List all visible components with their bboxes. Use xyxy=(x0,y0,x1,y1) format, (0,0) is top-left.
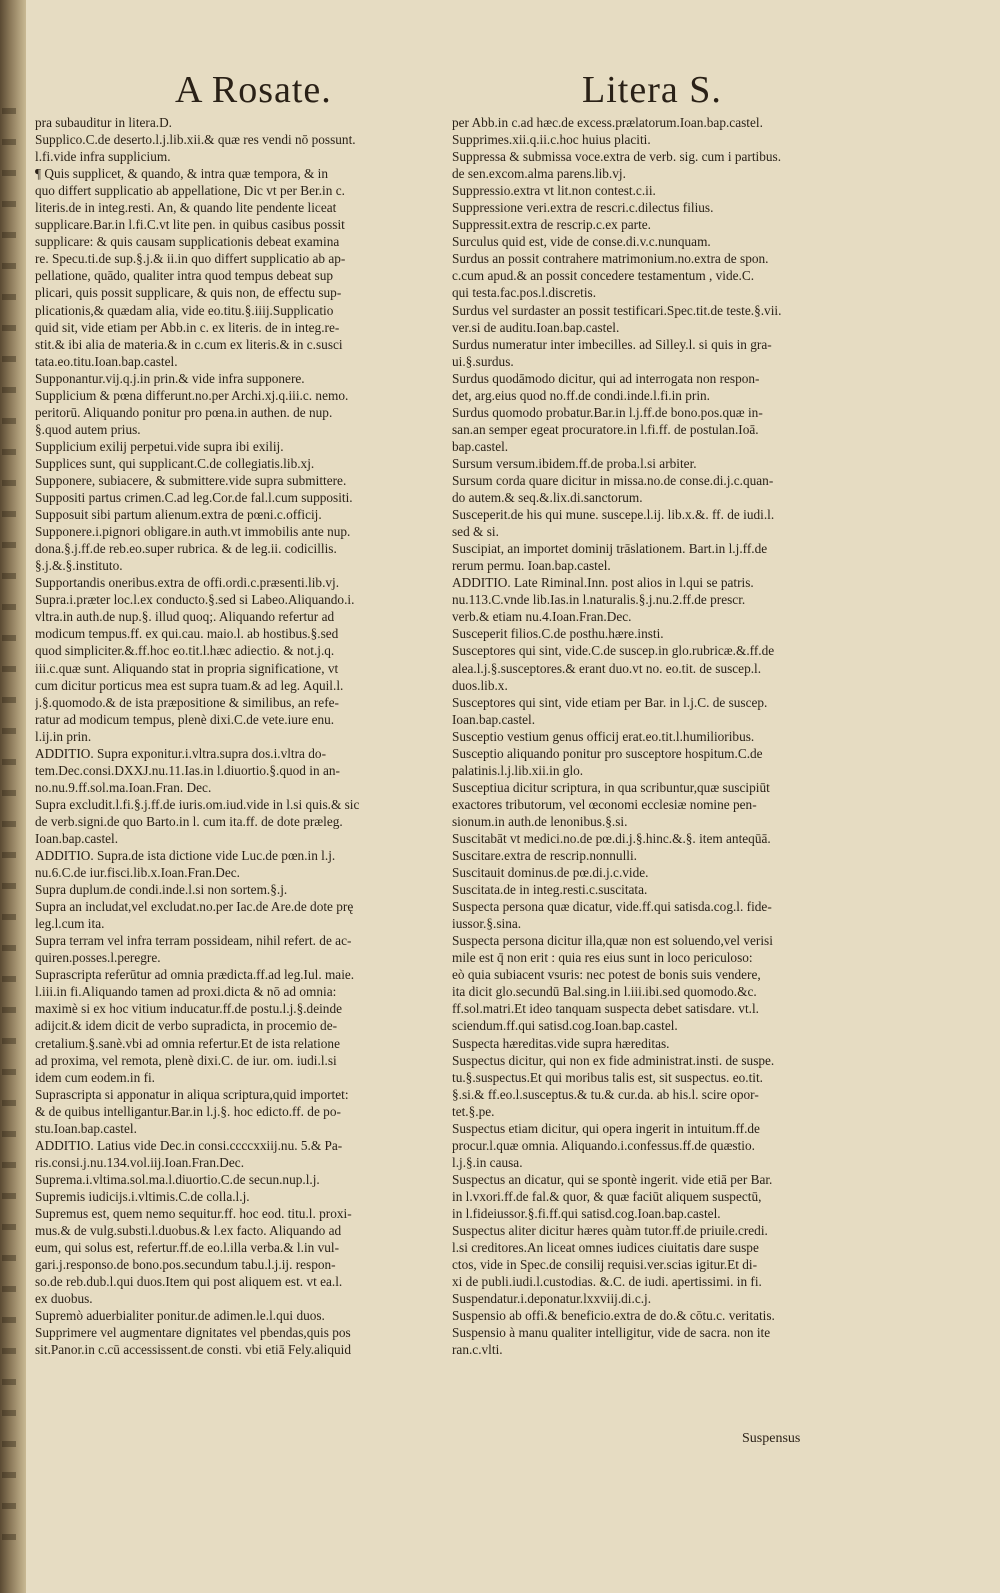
right-column-line: ran.c.vlti. xyxy=(452,1342,503,1358)
right-column-line: Suscipiat, an importet dominij trāslationem. Bart.in l.j.ff.de xyxy=(452,541,768,557)
right-column-line: procur.l.quæ omnia. Aliquando.i.confessus.ff.de quæstio. xyxy=(452,1137,755,1153)
left-column-line: iii.c.quæ sunt. Aliquando stat in propria significatione, vt xyxy=(35,660,339,676)
right-column-line: Suspensio ab offi.& beneficio.extra de do.& cōtu.c. veritatis. xyxy=(452,1308,775,1324)
left-column-line: tem.Dec.consi.DXXJ.nu.11.Ias.in l.diuortio.§.quod in an- xyxy=(35,762,340,778)
left-column-line: Supplicium exilij perpetui.vide supra ibi exilij. xyxy=(35,438,284,454)
left-column-line: Supremis iudicijs.i.vltimis.C.de colla.l.j. xyxy=(35,1188,250,1204)
right-column-line: Susceptores qui sint, vide.C.de suscep.in glo.rubricæ.&.ff.de xyxy=(452,643,775,659)
left-column-line: Supponere.i.pignori obligare.in auth.vt immobilis ante nup. xyxy=(35,524,351,540)
left-column-line: eum, qui solus est, refertur.ff.de eo.l.illa verba.& l.in vul- xyxy=(35,1240,340,1256)
left-column-line: ADDITIO. Latius vide Dec.in consi.ccccxxiij.nu. 5.& Pa- xyxy=(35,1137,343,1153)
left-column-line: §.quod autem prius. xyxy=(35,421,141,437)
right-column-line: rerum permu. Ioan.bap.castel. xyxy=(452,558,611,574)
left-column-line: stit.& ibi alia de materia.& in c.cum ex literis.& in c.susci xyxy=(35,336,343,352)
right-column-line: Susceptores qui sint, vide etiam per Bar. in l.j.C. de suscep. xyxy=(452,694,768,710)
left-column-line: Supposuit sibi partum alienum.extra de pœni.c.officij. xyxy=(35,507,322,523)
left-column-line: l.fi.vide infra supplicium. xyxy=(35,149,171,165)
right-column-line: Suspecta persona quæ dicatur, vide.ff.qui satisda.cog.l. fide- xyxy=(452,899,772,915)
right-column-line: ui.§.surdus. xyxy=(452,353,514,369)
left-column-line: stu.Ioan.bap.castel. xyxy=(35,1120,137,1136)
left-column-line: Supportandis oneribus.extra de offi.ordi.c.præsenti.lib.vj. xyxy=(35,575,340,591)
left-column-line: Supra.i.præter loc.l.ex conducto.§.sed si Labeo.Aliquando.i. xyxy=(35,592,355,608)
right-column-line: det, arg.eius quod no.ff.de condi.inde.l.fi.in prin. xyxy=(452,387,711,403)
right-column-line: ita dicit glo.secundū Bal.sing.in l.iii.ibi.sed quomodo.&c. xyxy=(452,984,757,1000)
left-column-line: Supplico.C.de deserto.l.j.lib.xii.& quæ res vendi nō possunt. xyxy=(35,132,356,148)
right-column-line: Suscitauit dominus.de pœ.di.j.c.vide. xyxy=(452,865,649,881)
left-column-line: gari.j.responso.de bono.pos.secundum tabu.l.j.ij. respon- xyxy=(35,1257,336,1273)
right-column-line: Suppressione veri.extra de rescri.c.dilectus filius. xyxy=(452,200,714,216)
left-column-line: sit.Panor.in c.cū accessissent.de consti. vbi etiā Fely.aliquid xyxy=(35,1342,351,1358)
right-column-line: mile est q̄ non erit : quia res eius sunt in loco periculoso: xyxy=(452,950,753,966)
left-text-column xyxy=(35,114,440,1358)
right-column-line: Suscitata.de in integ.resti.c.suscitata. xyxy=(452,882,648,898)
right-column-line: Sursum versum.ibidem.ff.de proba.l.si arbiter. xyxy=(452,455,697,471)
right-column-line: xi de publi.iudi.l.custodias. &.C. de iudi. apertissimi. in fi. xyxy=(452,1274,762,1290)
right-column-line: Suscitabāt vt medici.no.de pœ.di.j.§.hinc.&.§. item anteqūā. xyxy=(452,830,771,846)
header-left-title: A Rosate. xyxy=(175,69,332,111)
right-column-line: Susceperit filios.C.de posthu.hære.insti. xyxy=(452,626,664,642)
right-column-line: per Abb.in c.ad hæc.de excess.prælatorum.Ioan.bap.castel. xyxy=(452,115,763,130)
right-column-line: iussor.§.sina. xyxy=(452,916,522,932)
left-column-line: re. Specu.ti.de sup.§.j.& ii.in quo differt supplicatio ab ap- xyxy=(35,251,346,267)
left-column-line: adijcit.& idem dicit de verbo supradicta, in procemio de- xyxy=(35,1018,338,1034)
left-column-line: ris.consi.j.nu.134.vol.iij.Ioan.Fran.Dec. xyxy=(35,1154,245,1170)
catchword: Suspensus xyxy=(742,1431,801,1446)
left-column-line: Supra excludit.l.fi.§.j.ff.de iuris.om.iud.vide in l.si quis.& sic xyxy=(35,796,360,812)
right-column-line: in l.vxori.ff.de fal.& quor, & quæ faciūt aliquem suspectū, xyxy=(452,1188,762,1204)
right-column-line: ver.si de auditu.Ioan.bap.castel. xyxy=(452,319,620,335)
right-column-line: tet.§.pe. xyxy=(452,1103,495,1119)
left-column-line: plicationis,& quædam alia, vide eo.titu.§.iiij.Supplicatio xyxy=(35,302,334,318)
right-column-line: ADDITIO. Late Riminal.Inn. post alios in l.qui se patris. xyxy=(452,575,754,591)
left-column-line: literis.de in integ.resti. An, & quando lite pendente liceat xyxy=(35,200,337,216)
right-column-line: l.j.§.in causa. xyxy=(452,1154,523,1170)
right-column-line: Suscitare.extra de rescrip.nonnulli. xyxy=(452,848,637,864)
left-column-line: ADDITIO. Supra exponitur.i.vltra.supra dos.i.vltra do- xyxy=(35,745,326,761)
right-column-line: alea.l.j.§.susceptores.& erant duo.vt no. eo.tit. de suscep.l. xyxy=(452,660,762,676)
left-column-line: quod simpliciter.&.ff.hoc eo.tit.l.hæc adiectio. & not.j.q. xyxy=(35,643,335,659)
right-column-line: ff.sol.matri.Et ideo tanquam suspecta debet satisdare. vt.l. xyxy=(452,1001,759,1017)
right-column-line: Suppressit.extra de rescrip.c.ex parte. xyxy=(452,217,652,233)
header-right-title: Litera S. xyxy=(582,69,722,111)
right-column-line: Surdus an possit contrahere matrimonium.no.extra de spon. xyxy=(452,251,769,267)
left-column-line: Suprascripta referūtur ad omnia prædicta.ff.ad leg.Iul. maie. xyxy=(35,967,355,983)
right-column-line: Ioan.bap.castel. xyxy=(452,711,536,727)
right-column-line: Susceptio vestium genus officij erat.eo.tit.l.humilioribus. xyxy=(452,728,755,744)
right-column-line: Susceperit.de his qui mune. suscepe.l.ij. lib.x.&. ff. de iudi.l. xyxy=(452,507,775,523)
left-column-line: plicari, quis possit supplicare, & quis non, de effectu sup- xyxy=(35,285,342,301)
left-column-line: vltra.in auth.de nup.§. illud quoq;. Aliquando refertur ad xyxy=(35,609,335,625)
right-column-line: Suspectus etiam dicitur, qui opera ingerit in intuitum.ff.de xyxy=(452,1120,760,1136)
right-column-line: de sen.excom.alma parens.lib.vj. xyxy=(452,166,626,182)
right-column-line: Suspectus dicitur, qui non ex fide administrat.insti. de suspe. xyxy=(452,1052,775,1068)
left-column-line: quo differt supplicatio ab appellatione, Dic vt per Ber.in c. xyxy=(35,183,345,199)
right-column-line: tu.§.suspectus.Et qui moribus talis est, sit suspectus. eo.tit. xyxy=(452,1069,763,1085)
left-column-line: leg.l.cum ita. xyxy=(35,916,105,932)
right-column-line: Suspendatur.i.deponatur.lxxviij.di.c.j. xyxy=(452,1291,652,1307)
right-text-column xyxy=(452,114,862,1358)
left-column-line: Supponere, subiacere, & submittere.vide supra submittere. xyxy=(35,472,347,488)
left-column-line: Supprimere vel augmentare dignitates vel pbendas,quis pos xyxy=(35,1325,351,1341)
right-column-line: Suspectus aliter dicitur hæres quàm tutor.ff.de priuile.credi. xyxy=(452,1223,768,1239)
left-column-line: Suprascripta si apponatur in aliqua scriptura,quid importet: xyxy=(35,1086,349,1102)
left-column-line: modicum tempus.ff. ex qui.cau. maio.l. ab hostibus.§.sed xyxy=(35,626,339,642)
right-column-line: palatinis.l.j.lib.xii.in glo. xyxy=(452,762,584,778)
left-column-line: maximè si ex hoc vitium inducatur.ff.de postu.l.j.§.deinde xyxy=(35,1001,343,1017)
left-column-line: tata.eo.titu.Ioan.bap.castel. xyxy=(35,353,178,369)
left-column-line: & de quibus intelligantur.Bar.in l.j.§. hoc edicto.ff. de po- xyxy=(35,1103,341,1119)
left-column-line: quid sit, vide etiam per Abb.in c. ex literis. de in integ.re- xyxy=(35,319,340,335)
left-column-line: pellatione, quādo, qualiter intra quod tempus debeat sup xyxy=(35,268,333,284)
right-column-line: Surdus quodāmodo dicitur, qui ad interrogata non respon- xyxy=(452,370,760,386)
left-column-line: cum dicitur porticus mea est supra tuam.& ad leg. Aquil.l. xyxy=(35,677,344,693)
facing-page-edge xyxy=(2,90,16,1540)
left-column-line: Supra an includat,vel excludat.no.per Iac.de Are.de dote prę xyxy=(35,899,354,915)
right-column-line: exactores tributorum, vel œconomi ecclesiæ nomine pen- xyxy=(452,796,757,812)
right-column-line: Suppressio.extra vt lit.non contest.c.ii. xyxy=(452,183,656,199)
right-column-line: qui testa.fac.pos.l.discretis. xyxy=(452,285,597,301)
left-column-line: Supra duplum.de condi.inde.l.si non sortem.§.j. xyxy=(35,882,288,898)
right-column-line: c.cum apud.& an possit concedere testamentum , vide.C. xyxy=(452,268,755,284)
running-header xyxy=(0,68,1000,118)
left-column-line: Suprema.i.vltima.sol.ma.l.diuortio.C.de secun.nup.l.j. xyxy=(35,1171,320,1187)
right-column-line: in l.fideiussor.§.fi.ff.qui satisd.cog.Ioan.bap.castel. xyxy=(452,1206,721,1221)
right-column-line: san.an semper egeat procuratore.in l.fi.ff. de postulan.Ioā. xyxy=(452,421,759,437)
book-gutter xyxy=(0,0,26,1593)
left-column-line: Ioan.bap.castel. xyxy=(35,830,119,846)
left-column-line: peritorū. Aliquando ponitur pro pœna.in authen. de nup. xyxy=(35,404,333,420)
left-column-line: Supremò aduerbialiter ponitur.de adimen.le.l.qui duos. xyxy=(35,1308,325,1324)
left-column-line: ad proxima, vel remota, plenè dixi.C. de iur. om. iudi.l.si xyxy=(35,1052,337,1068)
left-column-line: Supponantur.vij.q.j.in prin.& vide infra supponere. xyxy=(35,370,305,386)
left-column-line: so.de reb.dub.l.qui duos.Item qui post aliquem est. vt ea.l. xyxy=(35,1274,343,1290)
left-column-line: Supplices sunt, qui supplicant.C.de collegiatis.lib.xj. xyxy=(35,455,315,471)
left-column-line: l.ij.in prin. xyxy=(35,728,92,744)
right-column-line: eò quia subiacent vsuris: nec potest de bonis suis vendere, xyxy=(452,967,761,983)
left-column-line: §.j.&.§.instituto. xyxy=(35,558,123,574)
left-column-line: supplicare.Bar.in l.fi.C.vt lite pen. in quibus casibus possit xyxy=(35,217,345,233)
left-column-line: l.iii.in fi.Aliquando tamen ad proxi.dicta & nō ad omnia: xyxy=(35,984,337,1000)
left-column-line: cretalium.§.sanè.vbi ad omnia refertur.Et de ista relatione xyxy=(35,1035,340,1051)
left-column-line: supplicare: & quis causam supplicationis debeat examina xyxy=(35,234,340,250)
right-column-line: duos.lib.x. xyxy=(452,677,508,693)
left-column-line: mus.& de vulg.substi.l.duobus.& l.ex facto. Aliquando ad xyxy=(35,1223,342,1239)
right-column-line: §.si.& ff.eo.l.susceptus.& tu.& cur.da. ab his.l. scire opor- xyxy=(452,1086,759,1102)
right-column-line: sed & si. xyxy=(452,524,499,540)
right-column-line: Surdus vel surdaster an possit testificari.Spec.tit.de teste.§.vii. xyxy=(452,302,782,318)
right-column-line: nu.113.C.vnde lib.Ias.in l.naturalis.§.j.nu.2.ff.de prescr. xyxy=(452,592,746,608)
right-column-line: Sursum corda quare dicitur in missa.no.de conse.di.j.c.quan- xyxy=(452,472,774,488)
left-column-line: nu.6.C.de iur.fisci.lib.x.Ioan.Fran.Dec. xyxy=(35,865,240,881)
left-column-line: ADDITIO. Supra.de ista dictione vide Luc.de pœn.in l.j. xyxy=(35,848,336,864)
right-column-line: Susceptio aliquando ponitur pro susceptore hospitum.C.de xyxy=(452,745,763,761)
right-column-line: do autem.& seq.&.lix.di.sanctorum. xyxy=(452,490,643,506)
right-column-line: ctos, vide in Spec.de consilij requisi.ver.scias igitur.Et di- xyxy=(452,1257,758,1273)
right-column-line: Surculus quid est, vide de conse.di.v.c.nunquam. xyxy=(452,234,711,250)
left-column-line: pra subauditur in litera.D. xyxy=(35,115,172,130)
right-column-line: sionum.in auth.de lenonibus.§.si. xyxy=(452,813,628,829)
left-column-line: dona.§.j.ff.de reb.eo.super rubrica. & de leg.ii. codicillis. xyxy=(35,541,337,557)
left-column-line: de verb.signi.de quo Barto.in l. cum ita.ff. de dote præleg. xyxy=(35,813,343,829)
right-column-line: Suspecta hæreditas.vide supra hæreditas. xyxy=(452,1035,670,1051)
right-column-line: bap.castel. xyxy=(452,438,509,454)
right-column-line: Surdus numeratur inter imbecilles. ad Silley.l. si quis in gra- xyxy=(452,336,772,352)
right-column-line: Suspectus an dicatur, qui se spontè ingerit. vide etiā per Bar. xyxy=(452,1171,773,1187)
right-column-line: Suspensio à manu qualiter intelligitur, vide de sacra. non ite xyxy=(452,1325,771,1341)
left-column-line: idem cum eodem.in fi. xyxy=(35,1069,156,1085)
left-column-line: Supplicium & pœna differunt.no.per Archi.xj.q.iii.c. nemo. xyxy=(35,387,349,403)
left-column-line: Suppositi partus crimen.C.ad leg.Cor.de fal.l.cum suppositi. xyxy=(35,490,353,506)
right-column-line: Supprimes.xii.q.ii.c.hoc huius placiti. xyxy=(452,132,651,148)
left-column-line: ex duobus. xyxy=(35,1291,93,1307)
left-column-line: Supra terram vel infra terram possideam, nihil refert. de ac- xyxy=(35,933,352,949)
left-column-line: ratur ad modicum tempus, plenè dixi.C.de vete.iure enu. xyxy=(35,711,335,727)
right-column-line: Susceptiua dicitur scriptura, in qua scribuntur,quæ suscipiūt xyxy=(452,779,770,795)
right-column-line: sciendum.ff.qui satisd.cog.Ioan.bap.castel. xyxy=(452,1018,678,1034)
right-column-line: Suspecta persona dicitur illa,quæ non est soluendo,vel verisi xyxy=(452,933,773,949)
right-column-line: verb.& etiam nu.4.Ioan.Fran.Dec. xyxy=(452,609,632,625)
right-column-line: Surdus quomodo probatur.Bar.in l.j.ff.de bono.pos.quæ in- xyxy=(452,404,763,420)
left-column-line: quiren.posses.l.peregre. xyxy=(35,950,161,966)
left-column-line: no.nu.9.ff.sol.ma.Ioan.Fran. Dec. xyxy=(35,779,212,795)
left-column-line: j.§.quomodo.& de ista præpositione & similibus, an refe- xyxy=(35,694,339,710)
left-column-line: ¶ Quis supplicet, & quando, & intra quæ tempora, & in xyxy=(35,166,328,182)
right-column-line: Suppressa & submissa voce.extra de verb. sig. cum i partibus. xyxy=(452,149,782,165)
left-column-line: Supremus est, quem nemo sequitur.ff. hoc eod. titu.l. proxi- xyxy=(35,1206,352,1221)
right-column-line: l.si creditores.An liceat omnes iudices ciuitatis dare suspe xyxy=(452,1240,759,1256)
